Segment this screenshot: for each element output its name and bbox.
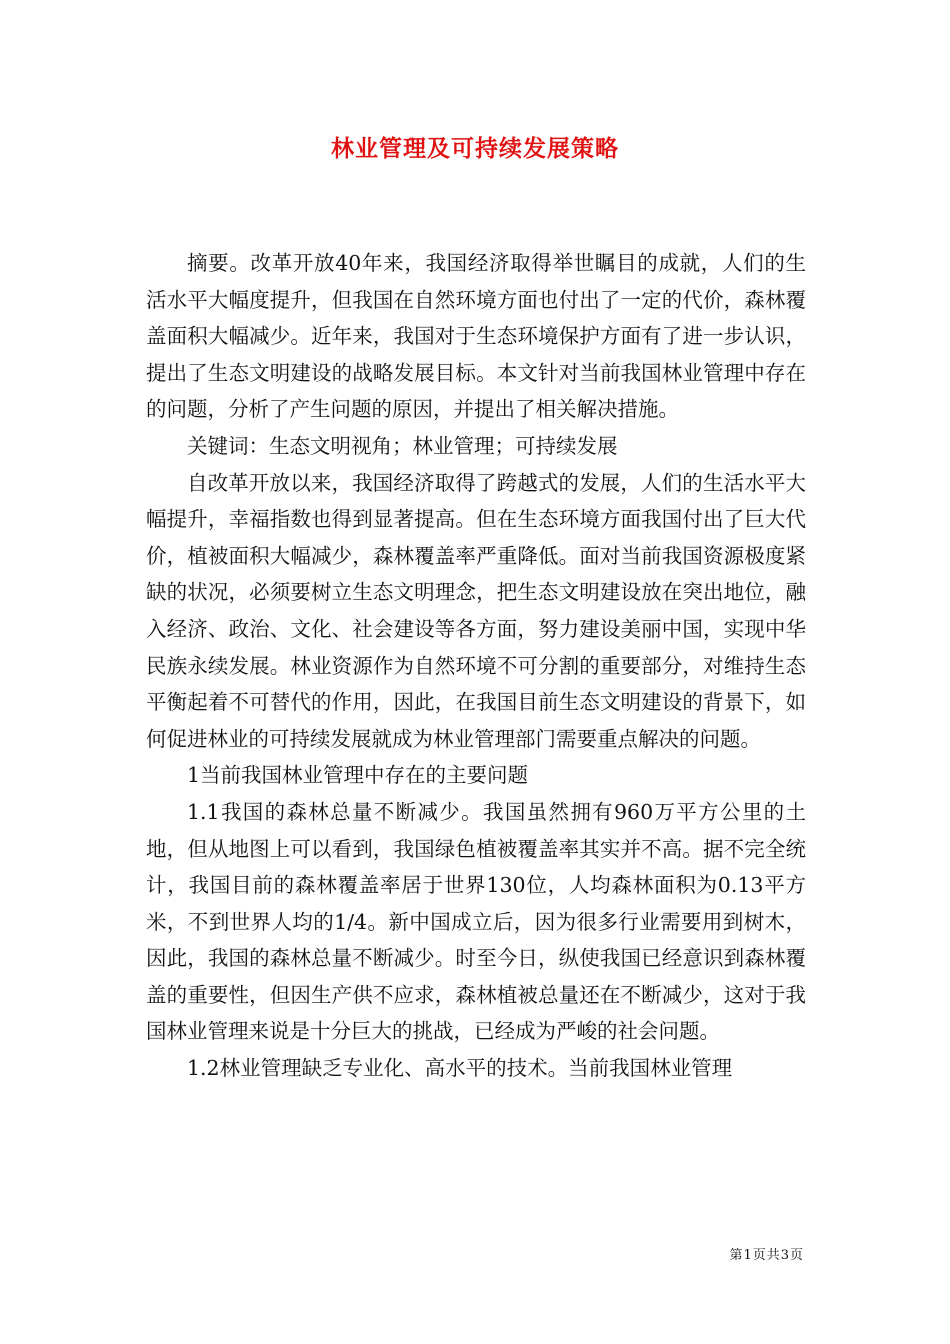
subsection-paragraph-1-2: 1.2林业管理缺乏专业化、高水平的技术。当前我国林业管理 <box>187 1056 733 1081</box>
document-body <box>146 245 806 1087</box>
abstract-paragraph: 摘要。改革开放40年来，我国经济取得举世瞩目的成就，人们的生活水平大幅度提升，但我国在自然环境方面也付出了一定的代价，森林覆盖面积大幅减少。近年来，我国对于生态环境保护方面有了进一步认识，提出了生态文明建设的战略发展目标。本文针对当前我国林业管理中存在的问题，分析了产生问题的原因，并提出了相关解决措施。 <box>146 251 806 422</box>
keywords-paragraph: 关键词：生态文明视角；林业管理；可持续发展 <box>187 433 618 458</box>
document-title: 林业管理及可持续发展策略 <box>331 135 619 162</box>
page-number-footer: 第1页共3页 <box>729 1248 804 1263</box>
subsection-paragraph-1-1: 1.1我国的森林总量不断减少。我国虽然拥有960万平方公里的土地，但从地图上可以看到，我国绿色植被覆盖率其实并不高。据不完全统计，我国目前的森林覆盖率居于世界130位，人均森林面积为0.13平方米，不到世界人均的1/4。新中国成立后，因为很多行业需要用到树木，因此，我国的森林总量不断减少。时至今日，纵使我国已经意识到森林覆盖的重要性，但因生产供不应求，森林植被总量还在不断减少，这对于我国林业管理来说是十分巨大的挑战，已经成为严峻的社会问题。 <box>146 799 806 1044</box>
section-heading-1: 1当前我国林业管理中存在的主要问题 <box>187 763 529 788</box>
intro-paragraph: 自改革开放以来，我国经济取得了跨越式的发展，人们的生活水平大幅提升，幸福指数也得到显著提高。但在生态环境方面我国付出了巨大代价，植被面积大幅减少，森林覆盖率严重降低。面对当前我国资源极度紧缺的状况，必须要树立生态文明理念，把生态文明建设放在突出地位，融入经济、政治、文化、社会建设等各方面，努力建设美丽中国，实现中华民族永续发展。林业资源作为自然环境不可分割的重要部分，对维持生态平衡起着不可替代的作用，因此，在我国目前生态文明建设的背景下，如何促进林业的可持续发展就成为林业管理部门需要重点解决的问题。 <box>146 470 806 751</box>
